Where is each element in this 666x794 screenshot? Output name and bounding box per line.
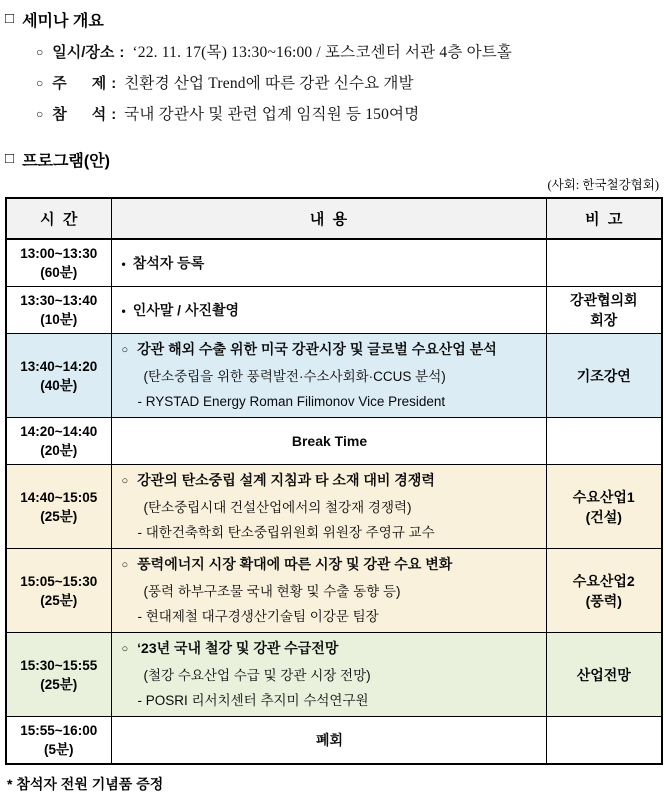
circle-bullet-icon: ○ [121, 344, 129, 356]
note-cell [546, 633, 662, 717]
column-header-content: 내 용 [111, 198, 546, 239]
content-line-sub: (철강 수요산업 수급 및 강관 시장 전망) [143, 668, 371, 683]
content-text: 참석자 등록 [132, 254, 205, 271]
content-cell [111, 334, 546, 418]
table-row [6, 239, 662, 287]
content-cell [111, 287, 546, 334]
time-cell [6, 633, 111, 717]
time-duration: (5분) [43, 742, 74, 757]
circle-bullet-icon: ○ [121, 475, 129, 487]
content-line-sub: (탄소중립시대 건설산업에서의 철강재 경쟁력) [143, 500, 412, 515]
time-cell [6, 465, 111, 549]
note-cell [546, 418, 662, 465]
time-range: 15:05~15:30 [20, 573, 98, 589]
overview-item-label: 일시/장소 [52, 44, 115, 61]
dot-bullet-icon: • [121, 303, 126, 318]
content-line-title [122, 636, 538, 663]
time-cell [6, 239, 111, 287]
content-cell [111, 465, 546, 549]
circle-bullet-icon: ○ [36, 45, 44, 59]
note-cell [546, 239, 662, 287]
time-range: 15:30~15:55 [20, 657, 98, 673]
time-duration: (20분) [40, 443, 78, 458]
overview-item-topic [36, 71, 661, 93]
note-line: 기조강연 [576, 367, 631, 384]
host-note: (사회: 한국철강협회) [547, 178, 659, 192]
time-cell [6, 334, 111, 418]
overview-item-label: 주 제 [52, 75, 107, 92]
content-line-title [122, 468, 538, 495]
note-cell [546, 334, 662, 418]
content-text: 인사말 / 사진촬영 [132, 301, 240, 318]
content-line-title [122, 337, 538, 364]
time-range: 13:00~13:30 [20, 246, 98, 261]
content-cell [111, 633, 546, 717]
overview-item-value: 친환경 산업 Trend에 따른 강관 신수요 개발 [124, 75, 414, 92]
table-row [6, 549, 662, 633]
overview-item-datetime-venue [36, 40, 661, 62]
content-text: 풍력에너지 시장 확대에 따른 시장 및 강관 수요 변화 [137, 556, 453, 572]
note-line: (건설) [585, 508, 622, 525]
content-line-bullet [122, 299, 538, 322]
table-row [6, 633, 662, 717]
time-range: 15:55~16:00 [20, 723, 98, 738]
time-cell [6, 549, 111, 633]
overview-heading [5, 8, 661, 31]
time-cell [6, 717, 111, 765]
content-line-center: Break Time [291, 433, 368, 449]
table-row [6, 717, 662, 765]
content-line-speaker: - 현대제철 대구경생산기술팀 이강문 팀장 [137, 609, 379, 624]
content-line-center: 폐회 [315, 732, 344, 748]
time-range: 13:40~14:20 [20, 358, 98, 374]
content-cell [111, 239, 546, 287]
note-cell [546, 717, 662, 765]
overview-item-colon: : [111, 75, 117, 92]
note-line: 회장 [590, 312, 618, 328]
content-line-speaker: - 대한건축학회 탄소중립위원회 위원장 주영규 교수 [137, 525, 435, 540]
program-table-head [6, 198, 662, 239]
overview-item-colon: : [111, 106, 117, 123]
content-cell [111, 717, 546, 765]
note-cell [546, 287, 662, 334]
circle-bullet-icon: ○ [36, 76, 44, 90]
time-cell [6, 418, 111, 465]
time-range: 13:30~13:40 [20, 293, 98, 308]
program-heading [5, 148, 661, 171]
table-row [6, 465, 662, 549]
overview-title: 세미나 개요 [22, 13, 104, 30]
content-text: ‘23년 국내 철강 및 강관 수급전망 [137, 640, 339, 656]
note-line: 강관협의회 [569, 292, 638, 308]
overview-item-label: 참 석 [52, 106, 107, 123]
content-line-speaker: - POSRI 리서치센터 추지미 수석연구원 [137, 693, 369, 708]
content-line-sub: (탄소중립을 위한 풍력발전·수소사회화·CCUS 분석) [143, 369, 446, 384]
note-cell [546, 465, 662, 549]
column-header-time: 시 간 [6, 198, 111, 239]
time-cell [6, 287, 111, 334]
time-duration: (40분) [40, 377, 78, 393]
content-line-title [122, 552, 538, 579]
footer-note: * 참석자 전원 기념품 증정 [7, 776, 164, 792]
table-row [6, 287, 662, 334]
overview-item-value: 국내 강관사 및 관련 업계 임직원 등 150여명 [124, 106, 420, 123]
overview-item-value: ‘22. 11. 17(목) 13:30~16:00 / 포스코센터 서관 4층 아트홀 [132, 44, 513, 61]
note-line: 산업전망 [576, 666, 631, 683]
time-duration: (25분) [40, 676, 78, 692]
program-title: 프로그램(안) [22, 153, 110, 170]
time-range: 14:40~15:05 [20, 489, 98, 505]
content-line-sub: (풍력 하부구조물 국내 현황 및 수출 동향 등) [143, 584, 401, 599]
table-row [6, 334, 662, 418]
circle-bullet-icon: ○ [36, 107, 44, 121]
header-row [6, 198, 662, 239]
time-duration: (25분) [40, 592, 78, 608]
dot-bullet-icon: • [121, 256, 126, 271]
program-table-body [6, 239, 662, 764]
content-cell [111, 418, 546, 465]
content-text: 강관의 탄소중립 설계 지침과 타 소재 대비 경쟁력 [137, 472, 435, 488]
time-duration: (60분) [40, 265, 78, 280]
content-text: 강관 해외 수출 위한 미국 강관시장 및 글로벌 수요산업 분석 [137, 341, 497, 357]
note-line: (풍력) [585, 592, 622, 609]
time-range: 14:20~14:40 [20, 424, 98, 439]
overview-item-colon: : [119, 44, 125, 61]
note-line: 수요산업1 [572, 488, 635, 505]
content-cell [111, 549, 546, 633]
overview-list [5, 40, 661, 124]
square-bullet-icon: □ [5, 10, 15, 27]
note-cell [546, 549, 662, 633]
content-line-bullet [122, 252, 538, 275]
note-line: 수요산업2 [572, 572, 635, 589]
table-row [6, 418, 662, 465]
program-table [5, 197, 663, 765]
circle-bullet-icon: ○ [121, 559, 129, 571]
column-header-note: 비 고 [546, 198, 662, 239]
content-line-speaker: - RYSTAD Energy Roman Filimonov Vice President [137, 394, 446, 409]
time-duration: (25분) [40, 508, 78, 524]
overview-item-attendees [36, 102, 661, 124]
square-bullet-icon: □ [5, 150, 15, 167]
time-duration: (10분) [40, 312, 78, 327]
circle-bullet-icon: ○ [121, 643, 129, 655]
